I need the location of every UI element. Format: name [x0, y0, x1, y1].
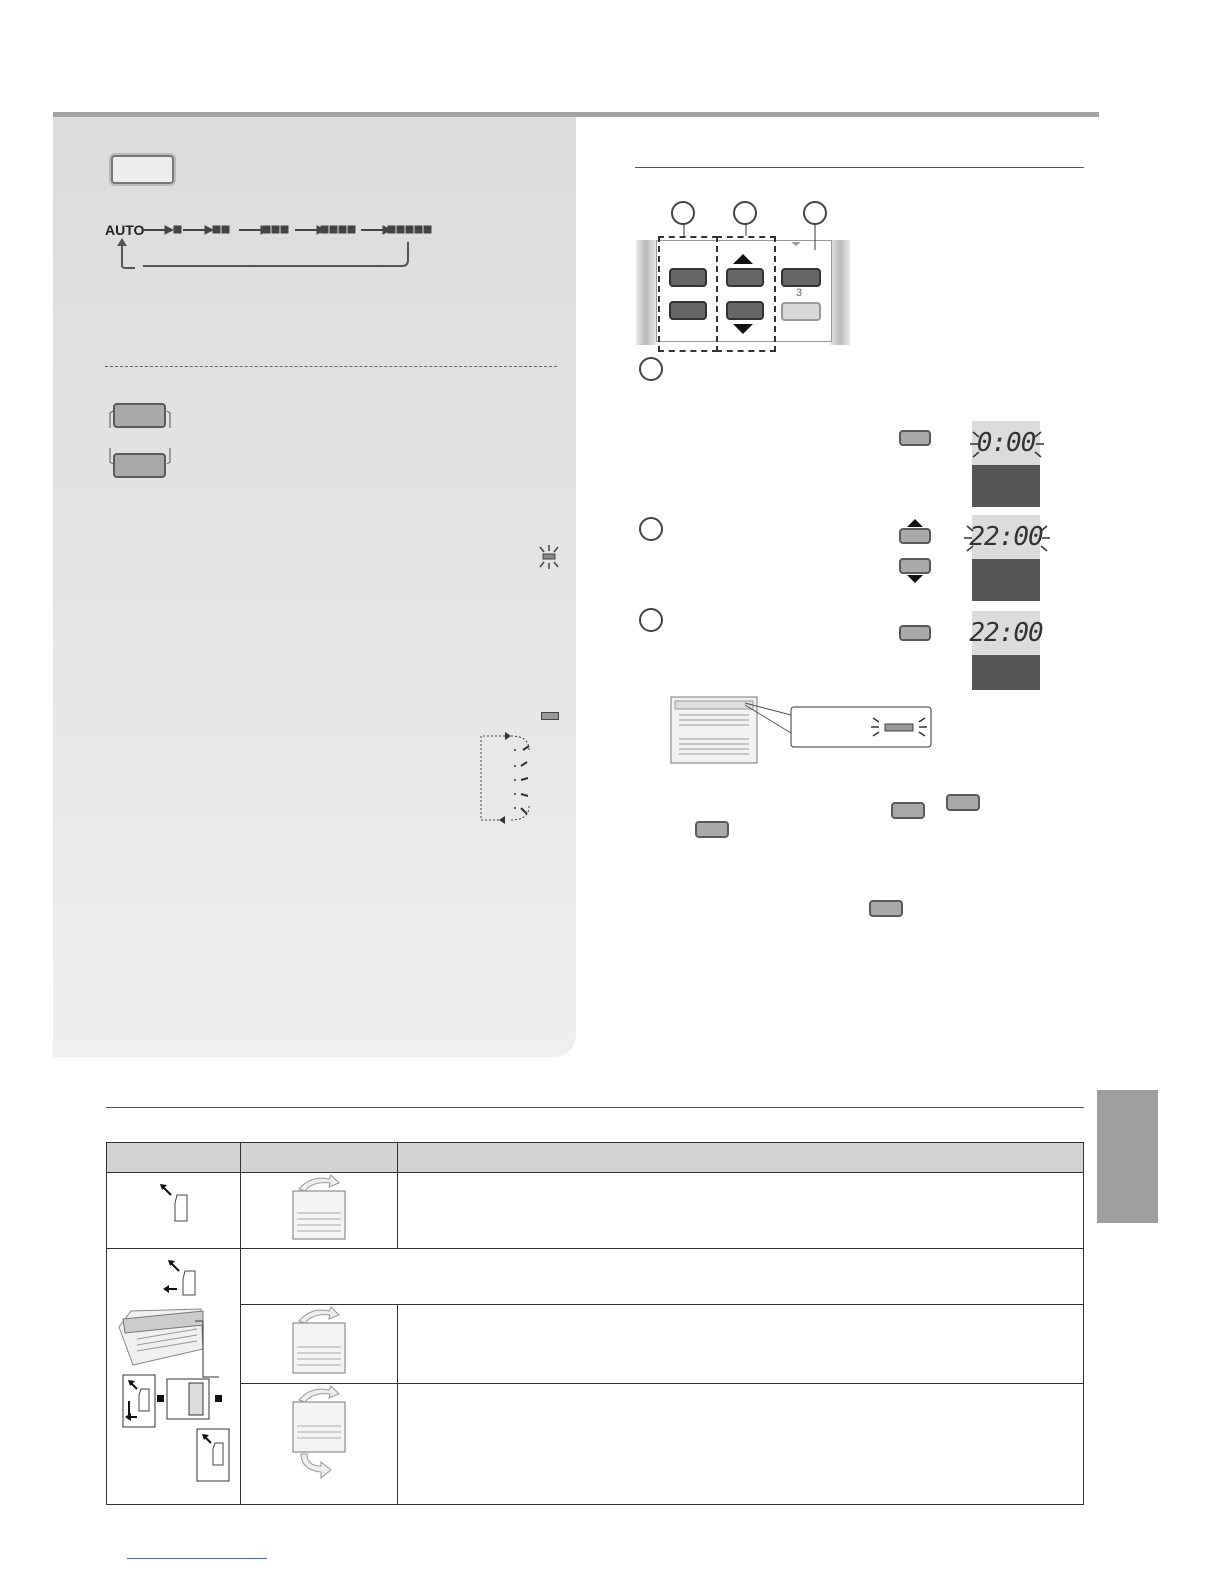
step-3-circle — [639, 608, 663, 632]
table-cell-switch-diagram — [107, 1249, 241, 1505]
louver-switch-icon — [107, 1173, 239, 1243]
step-2-up-arrow-icon — [907, 519, 923, 527]
step-1-circle — [639, 357, 663, 381]
remote-up-button[interactable] — [726, 268, 764, 287]
table-row — [107, 1173, 1084, 1249]
remote-cancel-button[interactable] — [781, 302, 821, 321]
blink-indicator-icon — [536, 543, 562, 571]
inline-cancel-button — [869, 900, 903, 917]
remote-set-button[interactable] — [781, 268, 821, 287]
step-2-down-button-icon — [899, 558, 931, 574]
table-cell-description — [398, 1304, 1084, 1383]
up-arrow-icon — [733, 254, 753, 264]
airflow-swing-icon — [475, 730, 537, 826]
table-row — [107, 1304, 1084, 1383]
footer-link-underline[interactable] — [127, 1558, 267, 1559]
blink-marks-step-2 — [962, 518, 1052, 560]
lcd-time-step-2: 22:00 — [969, 522, 1043, 552]
table-cell-spanning-note — [241, 1249, 1084, 1305]
louver-switch-diagram-icon — [107, 1249, 239, 1499]
table-row — [107, 1383, 1084, 1504]
down-arrow-icon — [733, 324, 753, 334]
fan-speed-level-icon — [143, 222, 438, 270]
lcd-display-step-3 — [969, 611, 1043, 690]
indicator-lamp-icon — [541, 712, 559, 720]
inline-timer-button-b — [946, 794, 980, 811]
bracket-top-icon — [105, 408, 175, 430]
callout-leader-lines — [640, 210, 840, 250]
remote-timer-on-button[interactable] — [669, 268, 707, 287]
inline-timer-button-c — [695, 821, 729, 838]
lcd-time-step-3: 22:00 — [969, 618, 1043, 648]
remote-timer-off-button[interactable] — [669, 301, 707, 320]
table-cell-unit-image — [241, 1383, 398, 1504]
airflow-direction-table — [106, 1142, 1084, 1505]
remote-down-button[interactable] — [726, 301, 764, 320]
table-cell-switch-icon — [107, 1173, 241, 1249]
fan-speed-button[interactable] — [111, 155, 174, 184]
inline-timer-button-a — [891, 802, 925, 819]
indoor-unit-illustration — [665, 693, 937, 769]
fan-speed-sequence — [105, 222, 435, 272]
indoor-unit-airflow-up-icon — [241, 1173, 397, 1243]
table-cell-description — [398, 1383, 1084, 1504]
bracket-bottom-icon — [105, 446, 175, 468]
step-2-down-arrow-icon — [907, 575, 923, 583]
table-cell-unit-image — [241, 1304, 398, 1383]
fan-speed-return-arrow — [115, 238, 135, 272]
remote-set-button-number: 3 — [796, 287, 803, 299]
table-cell-unit-image — [241, 1173, 398, 1249]
table-section-rule — [106, 1107, 1084, 1108]
step-2-up-button-icon — [899, 528, 931, 544]
indoor-unit-airflow-up-down-icon — [241, 1384, 397, 1484]
panel-dashed-separator — [105, 366, 557, 367]
blink-marks-step-1 — [968, 424, 1046, 466]
lcd-time-step-1: 0:00 — [976, 428, 1036, 458]
step-2-circle — [639, 517, 663, 541]
timer-section-rule — [635, 167, 1084, 168]
chapter-side-tab — [1097, 1090, 1158, 1223]
step-1-button-icon — [899, 430, 931, 446]
table-header-cell-2 — [241, 1143, 398, 1173]
table-header-cell-1 — [107, 1143, 241, 1173]
indoor-unit-airflow-up-icon — [241, 1305, 397, 1377]
table-header-row — [107, 1143, 1084, 1173]
table-header-cell-3 — [398, 1143, 1084, 1173]
table-cell-description — [398, 1173, 1084, 1249]
fan-speed-auto-label: AUTO — [105, 222, 145, 238]
table-row — [107, 1249, 1084, 1305]
step-3-button-icon — [899, 625, 931, 641]
remote-dashed-box-left — [658, 236, 718, 352]
